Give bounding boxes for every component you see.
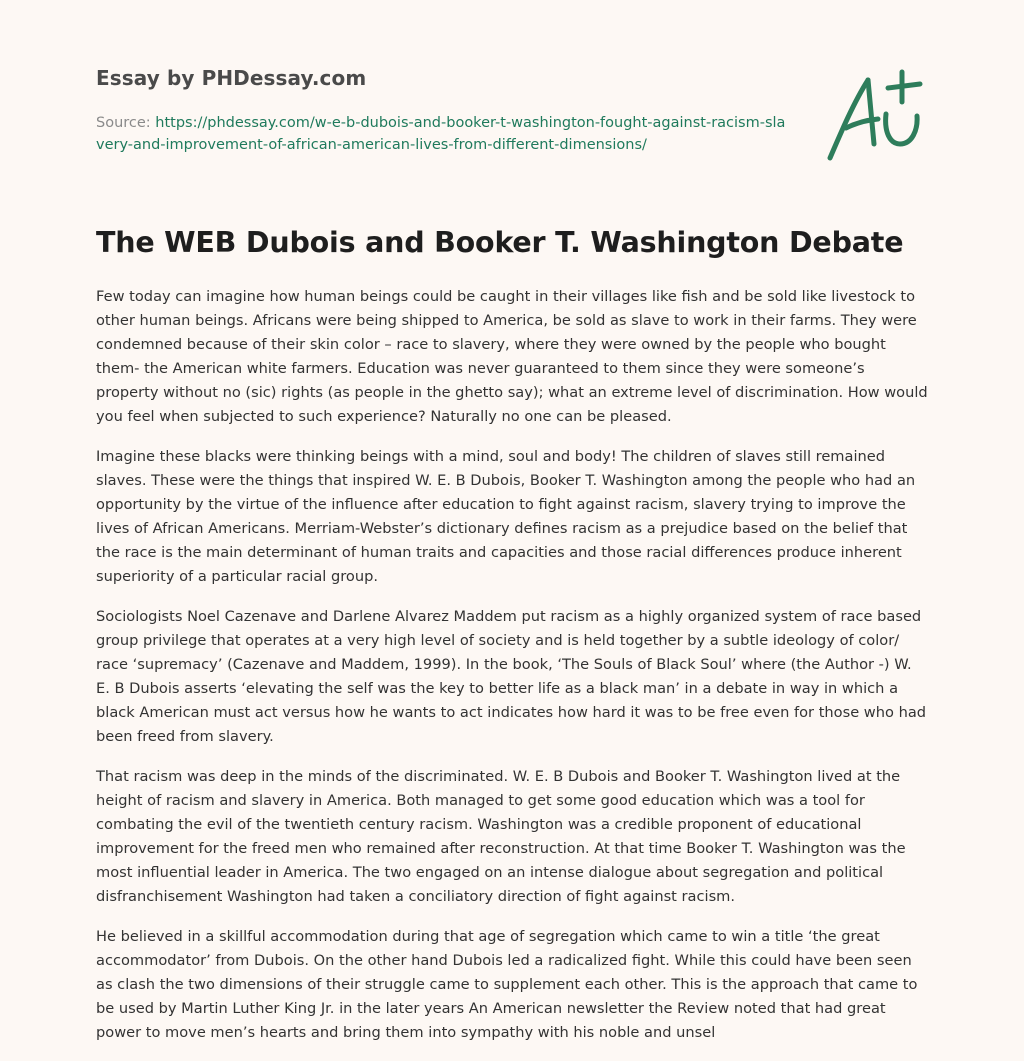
article-body xyxy=(96,285,930,1061)
paragraph: He believed in a skillful accommodation during that age of segregation which came to win a title ‘the great accommodator’ from Dubois. On the other hand Dubois led a radicalized fight. While this could have been seen as clash the two dimensions of their struggle came to supplement each other. This is the approach that came to be used by Martin Luther King Jr. in the later years An American newsletter the Review noted that had great power to move men’s hearts and bring them into sympathy with his noble and unsel xyxy=(96,928,918,1041)
paragraph: Sociologists Noel Cazenave and Darlene Alvarez Maddem put racism as a highly organized system of race based group privilege that operates at a very high level of society and is held together by a subtle ideology of color/ race ‘supremacy’ (Cazenave and Maddem, 1999). In the book, ‘The Souls of Black Soul’ where (the Author -) W. E. B Dubois asserts ‘elevating the self was the key to better life as a black man’ in a debate in way in which a black American must act versus how he wants to act indicates how hard it was to be free even for those who had been freed from slavery. xyxy=(96,608,927,745)
paragraph: That racism was deep in the minds of the discriminated. W. E. B Dubois and Booker T. Washington lived at the height of racism and slavery in America. Both managed to get some good education which was a tool for combating the evil of the twentieth century racism. Washington was a credible proponent of educational improvement for the freed men who remained after reconstruction. At that time Booker T. Washington was the most influential leader in America. The two engaged on an intense dialogue about segregation and political disfranchisement Washington had taken a conciliatory direction of fight against racism. xyxy=(96,768,906,905)
paragraph: Few today can imagine how human beings could be caught in their villages like fish and be sold like livestock to other human beings. Africans were being shipped to America, be sold as slave to work in their farms. They were condemned because of their skin color – race to slavery, where they were owned by the people who bought them- the American white farmers. Education was never guaranteed to them since they were someone’s property without no (sic) rights (as people in the ghetto say); what an extreme level of discrimination. How would you feel when subjected to such experience? Naturally no one can be pleased. xyxy=(96,288,928,425)
article-title: The WEB Dubois and Booker T. Washington Debate xyxy=(96,226,904,259)
source-line xyxy=(96,112,786,156)
document-page xyxy=(96,0,932,1041)
source-link[interactable]: https://phdessay.com/w-e-b-dubois-and-booker-t-washington-fought-against-racism-slavery-and-improvement-of-african-american-lives-from-different-dimensions/ xyxy=(96,115,786,153)
paragraph: Imagine these blacks were thinking beings with a mind, soul and body! The children of slaves still remained slaves. These were the things that inspired W. E. B Dubois, Booker T. Washington among the people who had an opportunity by the virtue of the influence after education to fight against racism, slavery trying to improve the lives of African Americans. Merriam-Webster’s dictionary defines racism as a prejudice based on the belief that the race is the main determinant of human traits and capacities and those racial differences produce inherent superiority of a particular racial group. xyxy=(96,448,916,585)
source-label: Source: xyxy=(96,115,151,131)
site-title: Essay by PHDessay.com xyxy=(96,66,367,90)
a-plus-logo-icon xyxy=(824,64,928,166)
document-header xyxy=(96,0,932,200)
